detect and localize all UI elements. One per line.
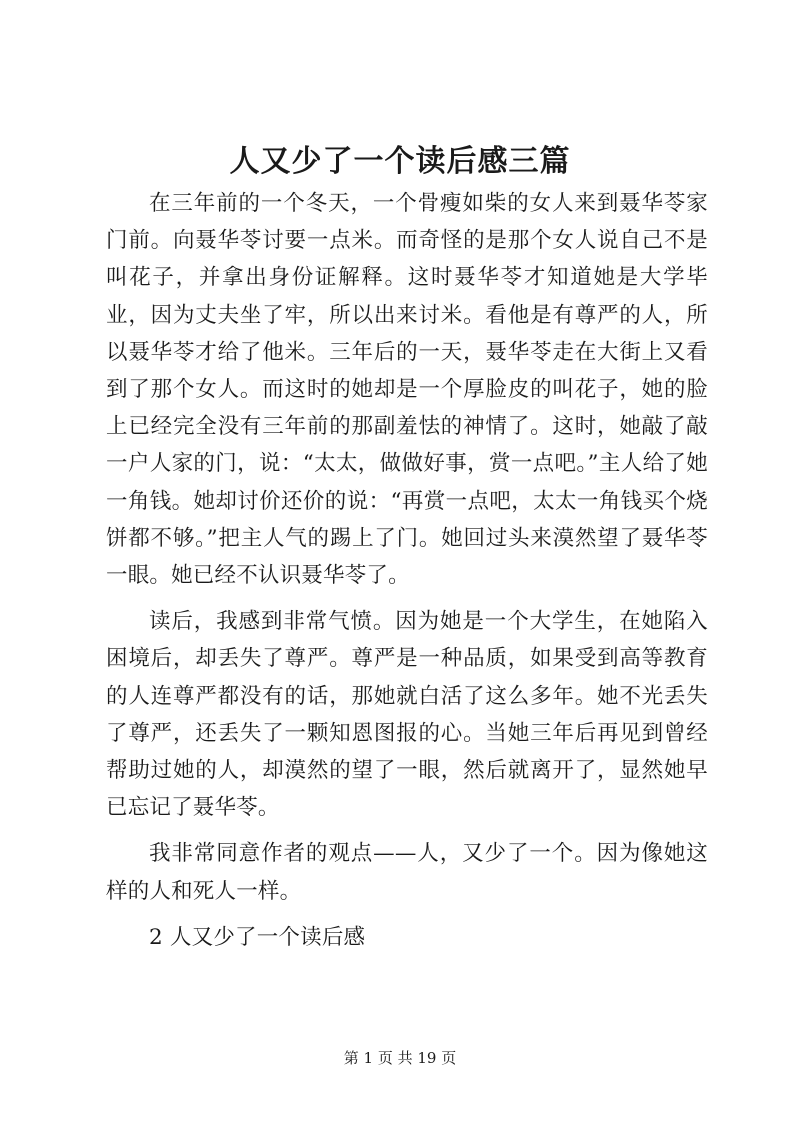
page-footer: 第 1 页 共 19 页	[343, 1049, 457, 1067]
section-subheading: 2 人又少了一个读后感	[149, 924, 366, 950]
document-body	[106, 185, 708, 956]
paragraph-3: 我非常同意作者的观点——人，又少了一个。因为像她这样的人和死人一样。	[106, 841, 708, 904]
document-title: 人又少了一个读后感三篇	[229, 144, 571, 179]
paragraph-1: 在三年前的一个冬天，一个骨瘦如柴的女人来到聂华苓家门前。向聂华苓讨要一点米。而奇怪的是那个女人说自己不是叫花子，并拿出身份证解释。这时聂华苓才知道她是大学毕业，因为丈夫坐了牢，所以出来讨米。看他是有尊严的人，所以聂华苓才给了他米。三年后的一天，聂华苓走在大街上又看到了那个女人。而这时的她却是一个厚脸皮的叫花子，她的脸上已经完全没有三年前的那副羞怯的神情了。这时，她敲了敲一户人家的门，说：“太太，做做好事，赏一点吧。”主人给了她一角钱。她却讨价还价的说：“再赏一点吧，太太一角钱买个烧饼都不够。”把主人气的踢上了门。她回过头来漠然望了聂华苓一眼。她已经不认识聂华苓了。	[106, 191, 708, 589]
paragraph-2: 读后，我感到非常气愤。因为她是一个大学生，在她陷入困境后，却丢失了尊严。尊严是一种品质，如果受到高等教育的人连尊严都没有的话，那她就白活了这么多年。她不光丢失了尊严，还丢失了一颗知恩图报的心。当她三年后再见到曾经帮助过她的人，却漠然的望了一眼，然后就离开了，显然她早已忘记了聂华苓。	[106, 609, 708, 821]
